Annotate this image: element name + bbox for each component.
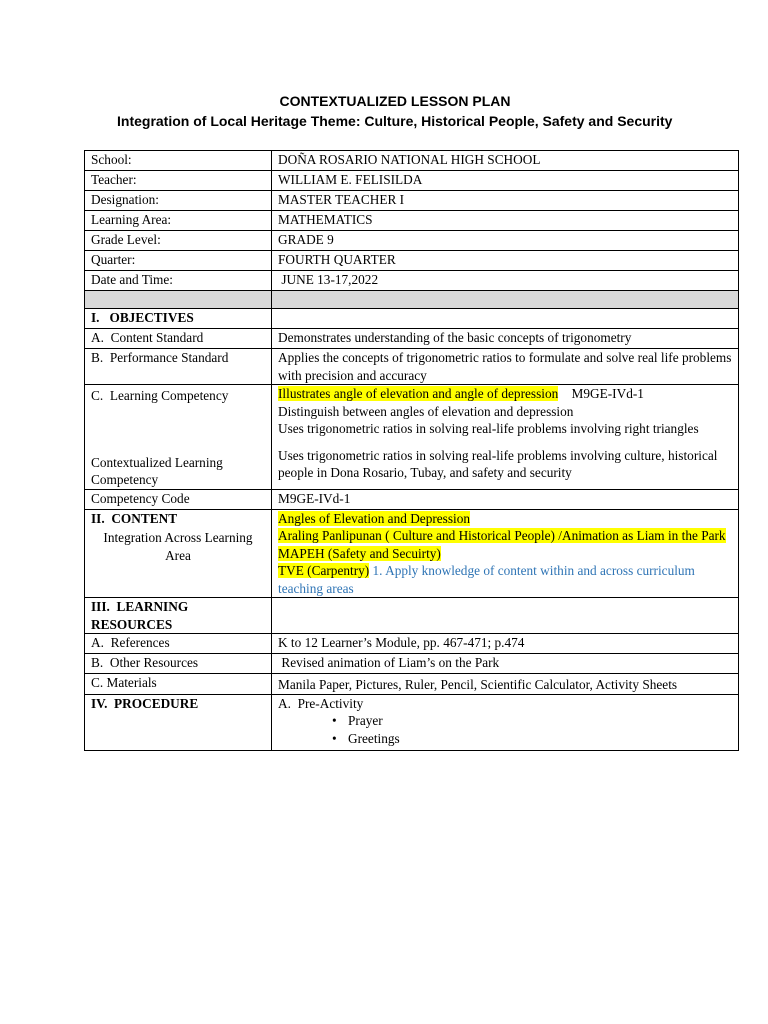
objectives-heading-row (85, 309, 739, 329)
row-label: C. Materials (85, 674, 272, 695)
info-label: Grade Level: (85, 231, 272, 251)
row-value: Demonstrates understanding of the basic concepts of trigonometry (272, 329, 739, 349)
competency-line-2: Distinguish between angles of elevation and depression (278, 403, 574, 419)
contextualized-competency-value: Uses trigonometric ratios in solving real-life problems involving culture, historical people in Dona Rosario, Tubay, and safety and security (278, 447, 718, 480)
learning-competency-label: C. Learning Competency (91, 388, 229, 403)
empty-cell (272, 598, 739, 634)
lesson-plan-table (84, 150, 739, 751)
section-heading: IV. PROCEDURE (85, 694, 272, 751)
info-row-date-time (85, 271, 739, 291)
spacer-row (85, 291, 739, 309)
info-row-learning-area (85, 211, 739, 231)
content-row (85, 509, 739, 598)
info-row-grade-level (85, 231, 739, 251)
row-label: A. Content Standard (85, 329, 272, 349)
document-subtitle: Integration of Local Heritage Theme: Culture, Historical People, Safety and Security (117, 113, 673, 129)
info-value: JUNE 13-17,2022 (272, 271, 739, 291)
section-heading: III. LEARNING RESOURCES (85, 598, 272, 634)
row-label: Competency Code (85, 489, 272, 509)
info-label: Designation: (85, 191, 272, 211)
competency-line-1 (278, 385, 732, 403)
resources-heading-row (85, 598, 739, 634)
pre-activity-label: A. Pre-Activity (278, 695, 364, 711)
references-row (85, 634, 739, 654)
info-value: GRADE 9 (272, 231, 739, 251)
section-heading: II. CONTENT (91, 510, 178, 526)
row-value: Revised animation of Liam’s on the Park (272, 654, 739, 674)
info-value: DOÑA ROSARIO NATIONAL HIGH SCHOOL (272, 151, 739, 171)
info-row-designation (85, 191, 739, 211)
info-label: Date and Time: (85, 271, 272, 291)
row-label-cell (85, 385, 272, 490)
info-value: FOURTH QUARTER (272, 251, 739, 271)
info-row-quarter (85, 251, 739, 271)
content-line-2: Araling Panlipunan ( Culture and Historical People) /Animation as Liam in the Park (278, 528, 726, 543)
info-label: School: (85, 151, 272, 171)
content-line-3: MAPEH (Safety and Secuirty) (278, 545, 441, 561)
info-value: MATHEMATICS (272, 211, 739, 231)
performance-standard-row (85, 349, 739, 385)
info-row-teacher (85, 171, 739, 191)
list-item: • Prayer (348, 712, 732, 730)
content-note: 1. Apply knowledge of content within and across curriculum teaching areas (278, 563, 695, 596)
learning-competency-row (85, 385, 739, 490)
row-value: Applies the concepts of trigonometric ratios to formulate and solve real life problems with precision and accuracy (272, 349, 739, 385)
row-value-cell (272, 385, 739, 490)
list-item: • Greetings (348, 730, 732, 748)
info-value: MASTER TEACHER I (272, 191, 739, 211)
section-heading: I. OBJECTIVES (85, 309, 272, 329)
info-row-school (85, 151, 739, 171)
procedure-list (278, 712, 732, 747)
content-line-4: TVE (Carpentry) (278, 563, 370, 578)
row-label: A. References (85, 634, 272, 654)
empty-cell (272, 309, 739, 329)
integration-label: Integration Across Learning Area (103, 530, 253, 563)
spacer-cell (272, 291, 739, 309)
row-label: B. Other Resources (85, 654, 272, 674)
info-value: WILLIAM E. FELISILDA (272, 171, 739, 191)
info-label: Quarter: (85, 251, 272, 271)
info-label: Teacher: (85, 171, 272, 191)
content-standard-row (85, 329, 739, 349)
materials-row (85, 674, 739, 695)
highlighted-text: Illustrates angle of elevation and angle of depression (278, 386, 559, 401)
row-value-cell (272, 509, 739, 598)
row-value: Manila Paper, Pictures, Ruler, Pencil, Scientific Calculator, Activity Sheets (272, 674, 739, 695)
document-title: CONTEXTUALIZED LESSON PLAN (279, 93, 511, 109)
competency-code-inline: M9GE-IVd-1 (558, 386, 644, 401)
content-line-1: Angles of Elevation and Depression (278, 510, 471, 526)
row-value: M9GE-IVd-1 (272, 489, 739, 509)
procedure-row (85, 694, 739, 751)
info-label: Learning Area: (85, 211, 272, 231)
spacer-cell (85, 291, 272, 309)
contextualized-competency-label: Contextualized Learning Competency (91, 454, 223, 487)
other-resources-row (85, 654, 739, 674)
row-value: K to 12 Learner’s Module, pp. 467-471; p.474 (272, 634, 739, 654)
competency-line-3: Uses trigonometric ratios in solving real-life problems involving right triangles (278, 421, 699, 436)
competency-code-row (85, 489, 739, 509)
row-value-cell (272, 694, 739, 751)
row-label-cell (85, 509, 272, 598)
row-label: B. Performance Standard (85, 349, 272, 385)
